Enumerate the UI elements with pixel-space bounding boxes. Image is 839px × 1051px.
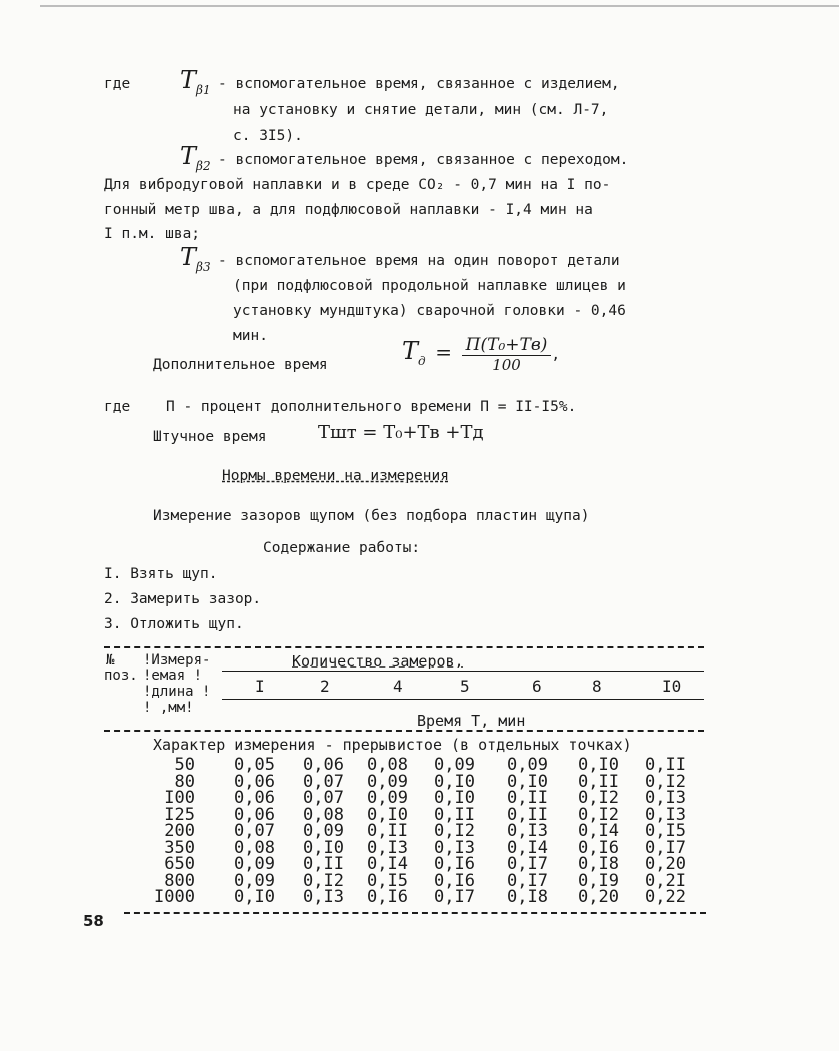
time-cell: 0,I7 xyxy=(645,837,686,858)
time-cell: 0,09 xyxy=(434,755,475,775)
time-cell: 0,20 xyxy=(645,854,686,874)
time-cell: 0,I4 xyxy=(367,854,408,874)
time-column xyxy=(234,757,275,906)
time-cell: 0,I3 xyxy=(507,821,548,841)
length-cell: 50 xyxy=(174,755,195,775)
time-cell: 0,05 xyxy=(234,755,275,775)
length-cell: 350 xyxy=(164,837,195,858)
count-label: 2 xyxy=(320,677,330,696)
formula-lhs: $T_д$ xyxy=(402,337,426,368)
time-cell: 0,I3 xyxy=(645,804,686,825)
t-beta3-line3: установку мундштука) сварочной головки - 0,46 xyxy=(233,303,626,319)
count-label: I xyxy=(255,677,265,696)
measurement-character: Характер измерения - прерывистое (в отдельных точках) xyxy=(153,736,632,754)
time-cell: 0,II xyxy=(578,771,619,792)
time-cell: 0,I6 xyxy=(434,854,475,874)
time-cell: 0,I2 xyxy=(303,870,344,891)
time-cell: 0,I8 xyxy=(507,887,548,907)
t-beta1-line2: на установку и снятие детали, мин (см. Л-7, xyxy=(233,102,609,118)
header-count-rule xyxy=(222,671,704,672)
additional-time-formula: $T_д$ = $\frac{\text{П(T₀+Tв)}}{100}$ , xyxy=(402,335,561,374)
time-cell: 0,I0 xyxy=(303,837,344,858)
length-cell: I25 xyxy=(164,804,195,825)
t-beta3-line1: - вспомогательное время на один поворот детали xyxy=(218,253,620,269)
count-label: 8 xyxy=(592,677,602,696)
time-cell: 0,07 xyxy=(234,821,275,841)
time-column xyxy=(578,757,619,906)
t-beta1-line1: - вспомогательное время, связанное с изделием, xyxy=(218,76,620,92)
time-cell: 0,II xyxy=(645,755,686,775)
time-column xyxy=(507,757,548,906)
time-cell: 0,08 xyxy=(367,755,408,775)
time-cell: 0,I9 xyxy=(578,870,619,891)
time-cell: 0,09 xyxy=(367,771,408,792)
time-cell: 0,II xyxy=(303,854,344,874)
time-cell: 0,I0 xyxy=(434,788,475,808)
t-beta3-symbol: $T_{\beta 3}$ xyxy=(180,243,211,274)
percent-definition: П - процент дополнительного времени П = II-I5%. xyxy=(166,399,577,415)
time-cell: 0,07 xyxy=(303,788,344,808)
t-beta3-line2: (при подфлюсовой продольной наплавке шлицев и xyxy=(233,278,626,294)
time-cell: 0,I0 xyxy=(507,771,548,792)
where-label-2: где xyxy=(104,399,131,415)
time-cell: 0,I0 xyxy=(578,755,619,775)
length-cell: I000 xyxy=(154,887,195,907)
time-cell: 0,2I xyxy=(645,870,686,891)
time-cell: 0,I6 xyxy=(367,887,408,907)
table-top-rule xyxy=(104,646,704,648)
time-cell: 0,II xyxy=(507,788,548,808)
table-bottom-rule xyxy=(124,912,706,914)
count-label: 6 xyxy=(532,677,542,696)
time-cell: 0,I0 xyxy=(434,771,475,792)
time-cell: 0,08 xyxy=(234,837,275,858)
norms-heading: Нормы времени на измерения xyxy=(222,468,449,484)
length-cell: I00 xyxy=(164,788,195,808)
time-column xyxy=(367,757,408,906)
t-beta1-symbol: $T_{\beta 1}$ xyxy=(180,66,211,97)
time-cell: 0,II xyxy=(507,804,548,825)
time-cell: 0,I4 xyxy=(578,821,619,841)
time-cell: 0,06 xyxy=(303,755,344,775)
time-cell: 0,I8 xyxy=(578,854,619,874)
piece-time-formula: Tшт = T₀+Tв +Tд xyxy=(318,422,484,443)
time-cell: 0,06 xyxy=(234,788,275,808)
header-time: Время T, мин xyxy=(417,712,526,730)
time-cell: 0,06 xyxy=(234,771,275,792)
top-rule xyxy=(40,5,839,7)
time-column xyxy=(434,757,475,906)
time-cell: 0,I3 xyxy=(645,788,686,808)
time-cell: 0,09 xyxy=(303,821,344,841)
formula-fraction: $\frac{\text{П(T₀+Tв)}}{100}$ xyxy=(462,335,552,374)
time-cell: 0,I5 xyxy=(645,821,686,841)
work-content-title: Содержание работы: xyxy=(263,540,421,556)
header-number: № xyxy=(106,652,115,668)
header-count: Количество замеров, xyxy=(292,652,464,670)
time-cell: 0,II xyxy=(367,821,408,841)
time-cell: 0,I3 xyxy=(303,887,344,907)
header-length-2: !емая ! xyxy=(143,668,203,684)
time-cell: 0,I2 xyxy=(578,788,619,808)
time-cell: 0,I6 xyxy=(578,837,619,858)
header-length-3: !длина ! xyxy=(143,684,211,700)
time-cell: 0,I7 xyxy=(507,854,548,874)
time-cell: 0,09 xyxy=(234,854,275,874)
header-position: поз. xyxy=(104,668,138,684)
header-length-4: ! ,мм! xyxy=(143,700,194,716)
count-label: I0 xyxy=(662,677,682,696)
time-cell: 0,I3 xyxy=(434,837,475,858)
t-beta2-line1: - вспомогательное время, связанное с переходом. xyxy=(218,152,629,168)
time-cell: 0,II xyxy=(434,804,475,825)
time-cell: 0,07 xyxy=(303,771,344,792)
length-cell: 800 xyxy=(164,870,195,891)
time-cell: 0,I6 xyxy=(434,870,475,891)
t-beta2-symbol: $T_{\beta 2}$ xyxy=(180,142,211,173)
paragraph-line3: I п.м. шва; xyxy=(104,226,201,242)
time-cell: 0,22 xyxy=(645,887,686,907)
piece-time-label: Штучное время xyxy=(153,429,267,445)
header-length-1: !Измеря- xyxy=(143,652,211,668)
time-cell: 0,20 xyxy=(578,887,619,907)
count-label: 4 xyxy=(393,677,403,696)
length-cell: 80 xyxy=(174,771,195,792)
time-cell: 0,I0 xyxy=(367,804,408,825)
time-cell: 0,09 xyxy=(507,755,548,775)
t-beta1-line3: с. 3I5). xyxy=(233,128,303,144)
paragraph-line1: Для вибродуговой наплавки и в среде CO₂ - 0,7 мин на I по- xyxy=(104,177,611,193)
time-cell: 0,I7 xyxy=(507,870,548,891)
header-bottom-rule xyxy=(104,730,704,732)
length-column xyxy=(150,757,195,906)
time-column xyxy=(303,757,344,906)
time-cell: 0,09 xyxy=(234,870,275,891)
time-cell: 0,I2 xyxy=(645,771,686,792)
paragraph-line2: гонный метр шва, а для подфлюсовой наплавки - I,4 мин на xyxy=(104,202,593,218)
step-2: 2. Замерить зазор. xyxy=(104,591,262,607)
step-3: 3. Отложить щуп. xyxy=(104,616,244,632)
time-cell: 0,I2 xyxy=(578,804,619,825)
time-cell: 0,I0 xyxy=(234,887,275,907)
time-cell: 0,I5 xyxy=(367,870,408,891)
measurement-title: Измерение зазоров щупом (без подбора пластин щупа) xyxy=(153,508,590,524)
length-cell: 200 xyxy=(164,821,195,841)
step-1: I. Взять щуп. xyxy=(104,566,218,582)
time-cell: 0,06 xyxy=(234,804,275,825)
time-cell: 0,I2 xyxy=(434,821,475,841)
t-beta3-line4: мин. xyxy=(233,328,268,344)
additional-time-label: Дополнительное время xyxy=(153,357,328,373)
time-column xyxy=(645,757,686,906)
time-cell: 0,09 xyxy=(367,788,408,808)
page-number: 58 xyxy=(83,912,104,930)
time-cell: 0,08 xyxy=(303,804,344,825)
time-cell: 0,I4 xyxy=(507,837,548,858)
header-time-top-rule xyxy=(222,699,704,700)
where-label: где xyxy=(104,76,131,92)
length-cell: 650 xyxy=(164,854,195,874)
count-label: 5 xyxy=(460,677,470,696)
time-cell: 0,I3 xyxy=(367,837,408,858)
time-cell: 0,I7 xyxy=(434,887,475,907)
